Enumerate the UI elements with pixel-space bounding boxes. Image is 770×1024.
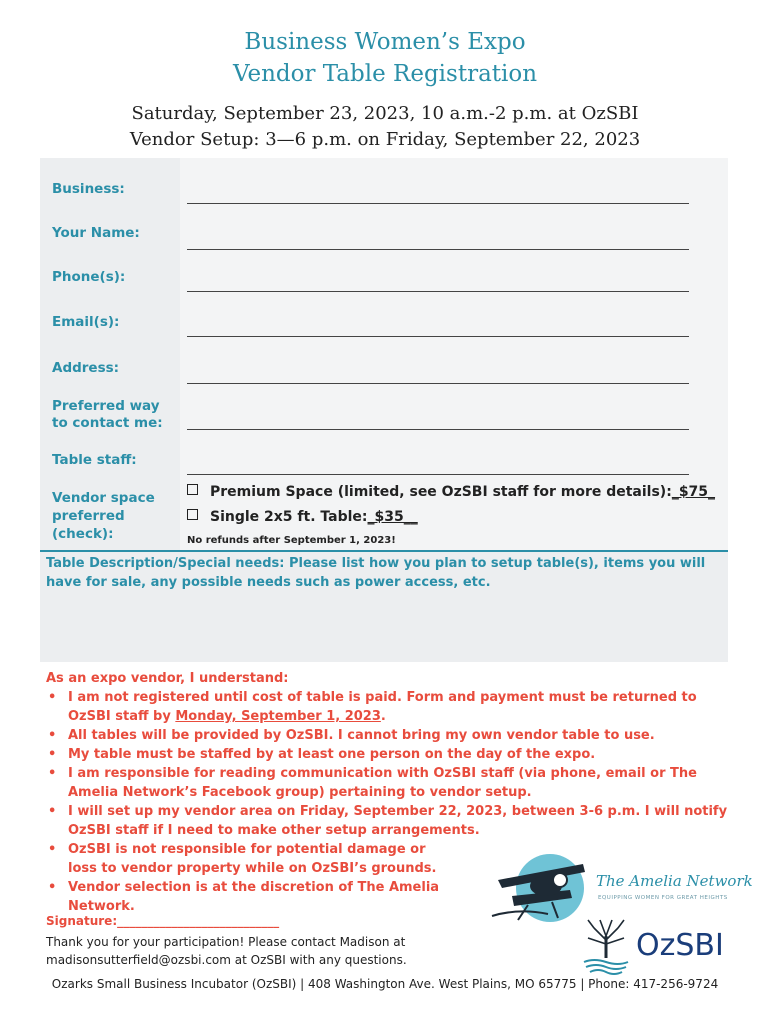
term-item: • I am not registered until cost of table is paid. Form and payment must be returned to OzSBI staff by Monday, September 1, 2023.	[46, 688, 736, 726]
term-item: • I will set up my vendor area on Friday, September 22, 2023, between 3-6 p.m. I will notify OzSBI staff if I need to make other setup arrangements.	[46, 802, 736, 840]
signature-blank: ___________________________	[117, 914, 280, 928]
single-checkbox[interactable]	[187, 509, 198, 520]
staff-field[interactable]	[187, 474, 689, 475]
premium-price: _$75_	[671, 484, 716, 500]
term-item: • I am responsible for reading communication with OzSBI staff (via phone, email or The Amelia Network’s Facebook group) pertaining to vendor setup.	[46, 764, 736, 802]
phone-field[interactable]	[187, 291, 689, 292]
business-label: Business:	[52, 181, 125, 197]
ozsbi-tree-icon	[580, 910, 632, 976]
term-item: • OzSBI is not responsible for potential damage or loss to vendor property while on OzSBI’s grounds.	[46, 840, 736, 878]
name-label: Your Name:	[52, 225, 140, 241]
single-price: _$35__	[367, 509, 418, 525]
title-line-1: Business Women’s Expo	[244, 29, 526, 55]
term-item: • All tables will be provided by OzSBI. I cannot bring my own vendor table to use.	[46, 726, 736, 745]
business-field[interactable]	[187, 203, 689, 204]
premium-space-option[interactable]	[187, 483, 715, 501]
premium-label: Premium Space (limited, see OzSBI staff for more details):	[210, 484, 672, 500]
ozsbi-logo-text: OzSBI	[636, 928, 724, 963]
signature-line[interactable]	[46, 914, 279, 928]
footer-contact: Ozarks Small Business Incubator (OzSBI) | 408 Washington Ave. West Plains, MO 65775 | Phone: 417-256-9724	[51, 977, 719, 991]
thank-you-note: Thank you for your participation! Please contact Madison at madisonsutterfield@ozsbi.com at OzSBI with any questions.	[46, 935, 407, 967]
term-item: • Vendor selection is at the discretion of The Amelia Network.	[46, 878, 736, 916]
email-field[interactable]	[187, 336, 689, 337]
single-table-option[interactable]	[187, 508, 418, 526]
amelia-airplane-icon	[488, 850, 594, 928]
name-field[interactable]	[187, 249, 689, 250]
contact-field[interactable]	[187, 429, 689, 430]
deadline-date: Monday, September 1, 2023	[175, 709, 381, 724]
contact-label-2: to contact me:	[52, 415, 163, 431]
address-field[interactable]	[187, 383, 689, 384]
premium-checkbox[interactable]	[187, 484, 198, 495]
staff-label: Table staff:	[52, 452, 137, 468]
signature-label: Signature:	[46, 914, 118, 928]
amelia-network-logo-text: The Amelia Network	[596, 872, 753, 890]
space-label-2: preferred	[52, 508, 125, 524]
terms-heading: As an expo vendor, I understand:	[46, 671, 289, 686]
single-label: Single 2x5 ft. Table:	[210, 509, 368, 525]
term-item: • My table must be staffed by at least one person on the day of the expo.	[46, 745, 736, 764]
setup-date: Vendor Setup: 3—6 p.m. on Friday, September 22, 2023	[129, 129, 641, 150]
contact-label-1: Preferred way	[52, 398, 160, 414]
space-label-1: Vendor space	[52, 490, 155, 506]
description-prompt: Table Description/Special needs: Please list how you plan to setup table(s), items you will have for sale, any possible needs such as power access, etc.	[46, 556, 706, 590]
space-label-3: (check):	[52, 526, 114, 542]
amelia-network-tagline: EQUIPPING WOMEN FOR GREAT HEIGHTS	[598, 895, 728, 901]
title-line-2: Vendor Table Registration	[232, 61, 538, 87]
no-refunds-note: No refunds after September 1, 2023!	[187, 535, 396, 546]
email-label: Email(s):	[52, 314, 120, 330]
event-date: Saturday, September 23, 2023, 10 a.m.-2 p.m. at OzSBI	[131, 103, 639, 124]
address-label: Address:	[52, 360, 120, 376]
phone-label: Phone(s):	[52, 269, 126, 285]
